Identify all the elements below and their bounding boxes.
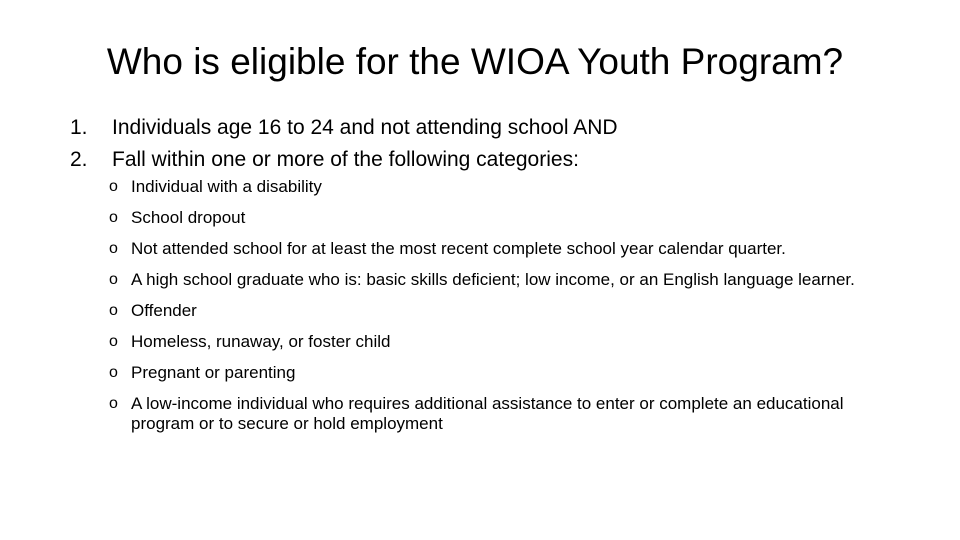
item-number: 2. bbox=[70, 148, 88, 171]
category-text: Individual with a disability bbox=[131, 177, 322, 196]
circle-bullet-icon: o bbox=[109, 364, 118, 381]
category-high-school-graduate bbox=[109, 270, 889, 290]
category-text: Not attended school for at least the most recent complete school year calendar quarter. bbox=[131, 239, 786, 258]
numbered-item-categories bbox=[70, 144, 618, 176]
circle-bullet-icon: o bbox=[109, 209, 118, 226]
circle-bullet-icon: o bbox=[109, 395, 118, 412]
circle-bullet-icon: o bbox=[109, 271, 118, 288]
category-text: Homeless, runaway, or foster child bbox=[131, 332, 391, 351]
category-pregnant-parenting bbox=[109, 363, 889, 383]
category-text: Pregnant or parenting bbox=[131, 363, 296, 382]
item-text: Individuals age 16 to 24 and not attending school AND bbox=[112, 116, 618, 139]
category-offender bbox=[109, 301, 889, 321]
category-school-dropout bbox=[109, 208, 889, 228]
category-text: Offender bbox=[131, 301, 197, 320]
category-text: School dropout bbox=[131, 208, 246, 227]
eligibility-numbered-list bbox=[70, 112, 618, 176]
category-text: A low-income individual who requires additional assistance to enter or complete an educational program or to secure or hold employment bbox=[131, 394, 844, 433]
category-not-attended bbox=[109, 239, 889, 259]
circle-bullet-icon: o bbox=[109, 302, 118, 319]
circle-bullet-icon: o bbox=[109, 240, 118, 257]
category-text: A high school graduate who is: basic skills deficient; low income, or an English language learner. bbox=[131, 270, 855, 289]
slide-title: Who is eligible for the WIOA Youth Program? bbox=[106, 41, 844, 82]
circle-bullet-icon: o bbox=[109, 178, 118, 195]
numbered-item-age bbox=[70, 112, 618, 144]
category-low-income bbox=[109, 394, 889, 434]
category-homeless bbox=[109, 332, 889, 352]
category-disability bbox=[109, 177, 889, 197]
categories-list bbox=[109, 177, 889, 445]
circle-bullet-icon: o bbox=[109, 333, 118, 350]
item-number: 1. bbox=[70, 116, 88, 139]
item-text: Fall within one or more of the following categories: bbox=[112, 148, 579, 171]
